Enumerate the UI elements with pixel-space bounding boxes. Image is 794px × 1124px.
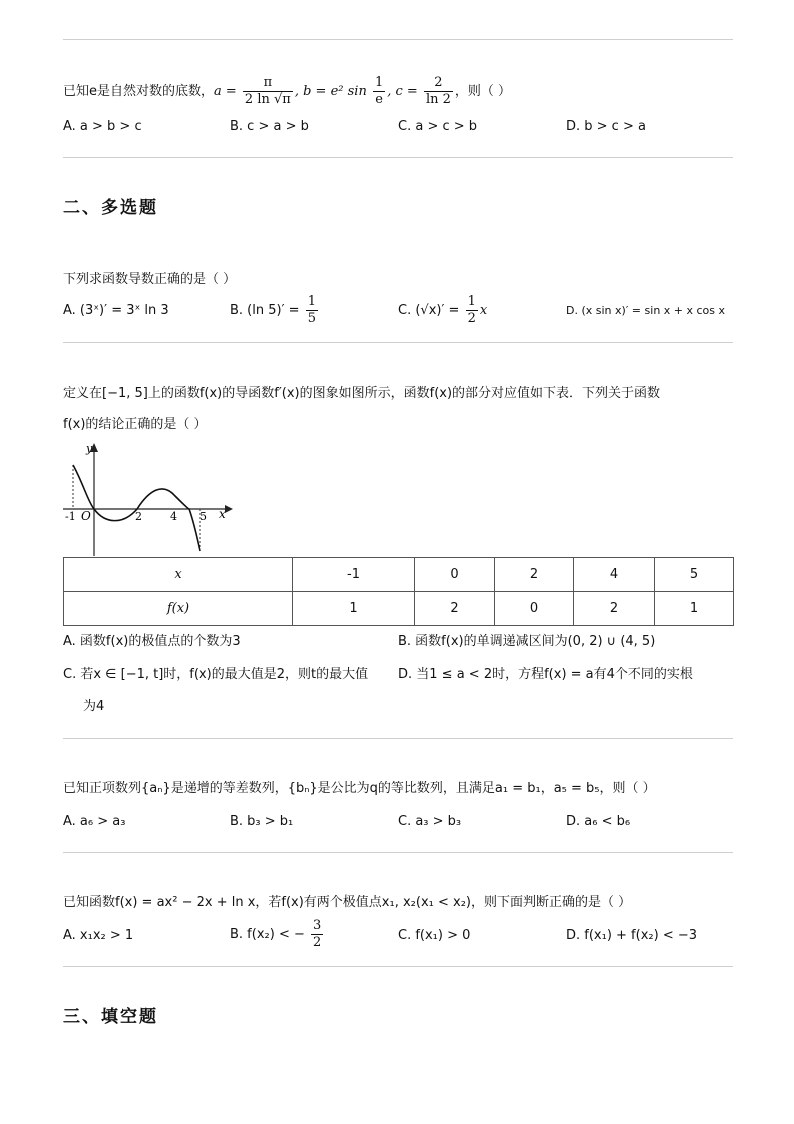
- tick-label-2: 2: [135, 510, 142, 523]
- divider: [63, 157, 733, 158]
- q3-option-c[interactable]: [63, 665, 368, 717]
- q2-option-d[interactable]: D. (x sin x)′ = sin x + x cos x: [566, 304, 726, 317]
- q5-option-b-fraction: [311, 918, 323, 951]
- section-title-fill-in: 三、填空题: [63, 1007, 158, 1027]
- q1-c-num: 2: [434, 75, 443, 90]
- divider: [63, 342, 733, 343]
- table-cell: 1: [293, 592, 415, 626]
- q5-option-b-text: B. f(x₂) < −: [230, 927, 305, 942]
- q2-b-num: 1: [307, 294, 316, 309]
- q2-c-den: 2: [467, 311, 476, 326]
- x-axis-arrow: [225, 505, 233, 513]
- tick-label-5: 5: [200, 510, 207, 523]
- table-cell: 2: [574, 592, 655, 626]
- origin-label: O: [81, 509, 91, 523]
- table-cell: -1: [293, 558, 415, 592]
- q2-option-b[interactable]: [230, 294, 320, 327]
- q1-option-a[interactable]: A. a > b > c: [63, 119, 142, 134]
- q1-b-fraction: [373, 75, 385, 108]
- q1-option-c[interactable]: C. a > c > b: [398, 119, 478, 134]
- q2-option-c-text: C. (√x)′ =: [398, 303, 460, 318]
- table-cell: 2: [495, 558, 574, 592]
- divider: [63, 738, 733, 739]
- q5-stem: 已知函数f(x) = ax² − 2x + ln x，若f(x)有两个极值点x₁, x₂(x₁ < x₂)，则下面判断正确的是（ ）: [63, 895, 632, 910]
- q3-option-b[interactable]: B. 函数f(x)的单调递减区间为(0, 2) ∪ (4, 5): [398, 634, 656, 649]
- table-cell: f(x): [64, 592, 293, 626]
- q5-option-d[interactable]: D. f(x₁) + f(x₂) < −3: [566, 928, 698, 943]
- q4-option-c[interactable]: C. a₃ > b₃: [398, 814, 462, 829]
- table-row: [64, 558, 734, 592]
- q1-b-num: 1: [374, 75, 384, 90]
- q3-option-c-line1: C. 若x ∈ [−1, t]时，f(x)的最大值是2，则t的最大值: [63, 667, 369, 682]
- q4-stem: 已知正项数列{aₙ}是递增的等差数列，{bₙ}是公比为q的等比数列，且满足a₁ = b₁，a₅ = b₅，则（ ）: [63, 781, 656, 796]
- tick-label-neg1: -1: [65, 510, 76, 523]
- q1-c-part: , c =: [387, 84, 418, 99]
- q5-b-num: 3: [313, 918, 322, 933]
- q1-stem-prefix: 已知e是自然对数的底数，: [63, 84, 214, 99]
- q5-b-den: 2: [313, 935, 322, 950]
- tick-label-4: 4: [170, 510, 177, 523]
- table-row: [64, 592, 734, 626]
- value-table: [63, 557, 734, 626]
- q4-option-d[interactable]: D. a₆ < b₆: [566, 814, 631, 829]
- q4-option-b[interactable]: B. b₃ > b₁: [230, 814, 294, 829]
- q1-a-den: 2 ln √π: [244, 92, 291, 107]
- q2-option-c-var: x: [479, 303, 488, 318]
- q1-a-fraction: [243, 75, 293, 108]
- derivative-curve: [73, 465, 200, 551]
- q2-option-b-text: B. (ln 5)′ =: [230, 303, 300, 318]
- q3-option-c-line2: 为4: [83, 699, 105, 714]
- q1-b-den: e: [373, 91, 385, 108]
- derivative-graph: [63, 438, 238, 558]
- table-cell: x: [64, 558, 293, 592]
- q2-option-c-fraction: [466, 294, 478, 327]
- q1-c-fraction: [424, 75, 453, 108]
- q5-option-c[interactable]: C. f(x₁) > 0: [398, 928, 471, 943]
- table-cell: 0: [495, 592, 574, 626]
- q4-option-a[interactable]: A. a₆ > a₃: [63, 814, 126, 829]
- table-cell: 1: [655, 592, 734, 626]
- q1-a-num: π: [263, 75, 273, 90]
- y-axis-label: y: [86, 442, 93, 455]
- q3-stem-line1: 定义在[−1, 5]上的函数f(x)的导函数f′(x)的图象如图所示，函数f(x)的部分对应值如下表．下列关于函数: [63, 386, 661, 401]
- q1-a-lhs: a =: [214, 84, 237, 99]
- q1-b-part: , b = e² sin: [294, 84, 367, 99]
- q2-c-num: 1: [467, 294, 476, 309]
- q2-option-a[interactable]: A. (3ˣ)′ = 3ˣ ln 3: [63, 303, 169, 318]
- section-title-multiple-choice: 二、多选题: [63, 198, 158, 218]
- table-cell: 2: [415, 592, 495, 626]
- divider: [63, 966, 733, 967]
- x-axis-label: x: [219, 507, 226, 521]
- q5-option-b[interactable]: [230, 918, 325, 951]
- q1-stem: [63, 75, 511, 108]
- q2-stem: 下列求函数导数正确的是（ ）: [63, 272, 237, 287]
- table-cell: 5: [655, 558, 734, 592]
- q3-option-a[interactable]: A. 函数f(x)的极值点的个数为3: [63, 634, 241, 649]
- q1-option-b[interactable]: B. c > a > b: [230, 119, 309, 134]
- divider: [63, 852, 733, 853]
- table-cell: 4: [574, 558, 655, 592]
- q2-option-c[interactable]: [398, 294, 487, 327]
- q5-option-a[interactable]: A. x₁x₂ > 1: [63, 928, 134, 943]
- q1-stem-suffix: ，则（ ）: [454, 84, 512, 99]
- q1-option-d[interactable]: D. b > c > a: [566, 119, 646, 134]
- q3-stem-line2: f(x)的结论正确的是（ ）: [63, 417, 207, 432]
- q3-option-d[interactable]: D. 当1 ≤ a < 2时，方程f(x) = a有4个不同的实根: [398, 667, 693, 682]
- divider: [63, 39, 733, 40]
- q2-option-b-fraction: [306, 294, 318, 327]
- q1-c-den: ln 2: [425, 92, 451, 107]
- table-cell: 0: [415, 558, 495, 592]
- q2-b-den: 5: [307, 311, 316, 326]
